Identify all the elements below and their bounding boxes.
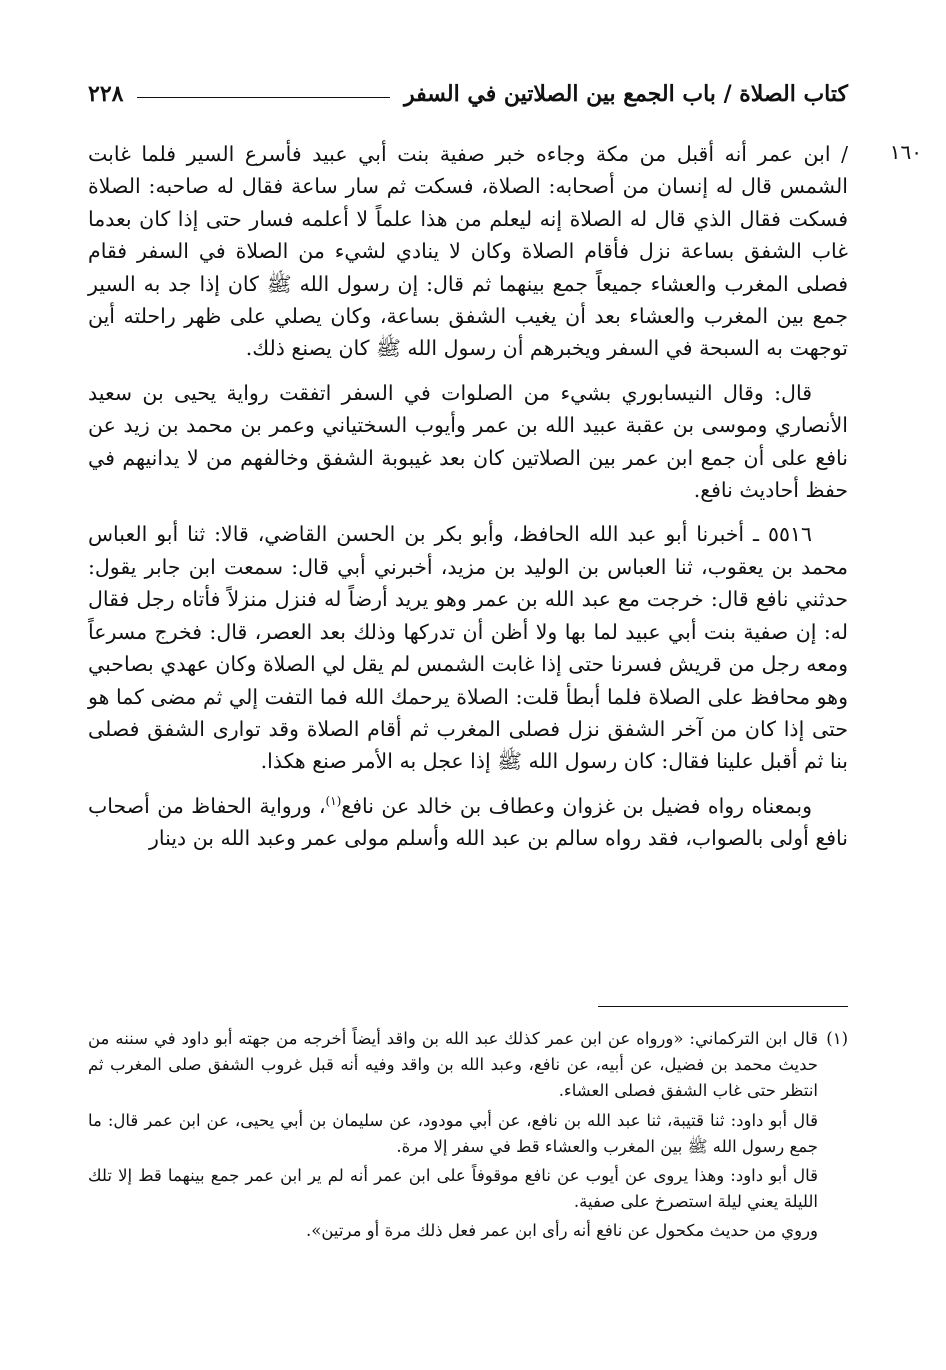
footnote-text: وروي من حديث مكحول عن نافع أنه رأى ابن عمر فعل ذلك مرة أو مرتين». bbox=[306, 1221, 818, 1241]
footnotes bbox=[88, 1026, 848, 1248]
page-number: ٢٢٨ bbox=[88, 81, 124, 107]
running-header bbox=[88, 76, 848, 112]
book-page bbox=[88, 0, 922, 1370]
footnote-text: قال ابن التركماني: «ورواه عن ابن عمر كذلك عبد الله بن واقد أيضاً أخرجه من جهته أبو داود في سننه من حديث محمد بن فضيل، عن أبيه، عن نافع، وعبد الله بن واقد وفيه أنه قبل غروب الشفق صلى المغرب ثم انتظر حتى غاب الشفق فصلى العشاء. bbox=[88, 1029, 818, 1101]
marginal-page-reference: ١٦٠ bbox=[889, 140, 922, 164]
footnote-text: قال أبو داود: وهذا يروى عن أيوب عن نافع موقوفاً على ابن عمر أنه لم ير ابن عمر جمع بينهما قط إلا تلك الليلة يعني ليلة استصرخ على صفية. bbox=[88, 1166, 818, 1212]
footnote-text: قال أبو داود: ثنا قتيبة، ثنا عبد الله بن نافع، عن أبي مودود، عن سليمان بن أبي يحيى، عن ابن عمر قال: ما جمع رسول الله ﷺ بين المغرب والعشاء قط في سفر إلا مرة. bbox=[88, 1110, 818, 1156]
paragraph-1: / ابن عمر أنه أقبل من مكة وجاءه خبر صفية بنت أبي عبيد فأسرع السير فلما غابت الشمس قال له إنسان من أصحابه: الصلاة، فسكت ثم سار ساعة فقال له صاحبه: الصلاة فسكت فقال الذي قال له الصلاة إنه ليعلم من هذا علماً لا أعلمه فسار حتى إذا كان بعدما غاب الشفق بساعة نزل فأقام الصلاة وكان لا ينادي لشيء من الصلاة في السفر فقام فصلى المغرب والعشاء جميعاً جمع بينهما ثم قال: إن رسول الله ﷺ كان إذا جد به السير جمع بين المغرب والعشاء بعد أن يغيب الشفق بساعة، وكان يصلي على ظهر راحلته أين توجهت به السبحة في السفر ويخبرهم أن رسول الله ﷺ كان يصنع ذلك. bbox=[88, 142, 848, 361]
footnote-separator bbox=[598, 1006, 848, 1007]
footnote-reference[interactable]: (١) bbox=[325, 793, 342, 808]
paragraph-4 bbox=[88, 790, 848, 855]
footnote-1-cont-c bbox=[88, 1218, 848, 1244]
main-text bbox=[88, 138, 848, 855]
footnote-1 bbox=[88, 1026, 848, 1105]
header-rule bbox=[137, 97, 390, 98]
footnote-1-cont-b bbox=[88, 1163, 848, 1215]
header-title: كتاب الصلاة / باب الجمع بين الصلاتين في السفر bbox=[404, 81, 848, 107]
paragraph-4-end: ، ورواية الحفاظ من أصحاب نافع أولى بالصواب، فقد رواه سالم بن عبد الله وأسلم مولى عمر وعبد الله بن دينار bbox=[88, 793, 848, 851]
paragraph-3: ٥٥١٦ ـ أخبرنا أبو عبد الله الحافظ، وأبو بكر بن الحسن القاضي، قالا: ثنا أبو العباس محمد بن يعقوب، ثنا العباس بن الوليد بن مزيد، أخبرني أبي قال: سمعت ابن جابر يقول: حدثني نافع قال: خرجت مع عبد الله بن عمر وهو يريد أرضاً له فنزل منزلاً فأتاه رجل فقال له: إن صفية بنت أبي عبيد لما بها ولا أظن أن تدركها وذلك بعد العصر، قال: فخرج مسرعاً ومعه رجل من قريش فسرنا حتى إذا غابت الشمس لم يقل لي الصلاة وكان عهدي بصاحبي وهو محافظ على الصلاة فلما أبطأ قلت: الصلاة يرحمك الله فما التفت إلي ثم مضى كما هو حتى إذا كان من آخر الشفق نزل فصلى المغرب ثم أقام الصلاة وقد توارى الشفق فصلى بنا ثم أقبل علينا فقال: كان رسول الله ﷺ إذا عجل به الأمر صنع هكذا. bbox=[88, 522, 848, 774]
paragraph-4-start: وبمعناه رواه فضيل بن غزوان وعطاف بن خالد عن نافع bbox=[341, 793, 812, 818]
footnote-1-cont-a bbox=[88, 1108, 848, 1160]
footnote-number: (١) bbox=[826, 1029, 848, 1048]
paragraph-2: قال: وقال النيسابوري بشيء من الصلوات في السفر اتفقت رواية يحيى بن سعيد الأنصاري وموسى بن عقبة عبيد الله بن عمر وأيوب السختياني وعمر بن محمد بن زيد عن نافع على أن جمع ابن عمر بين الصلاتين كان بعد غيبوبة الشفق وخالفهم من لا يدانيهم في حفظ أحاديث نافع. bbox=[88, 380, 848, 503]
